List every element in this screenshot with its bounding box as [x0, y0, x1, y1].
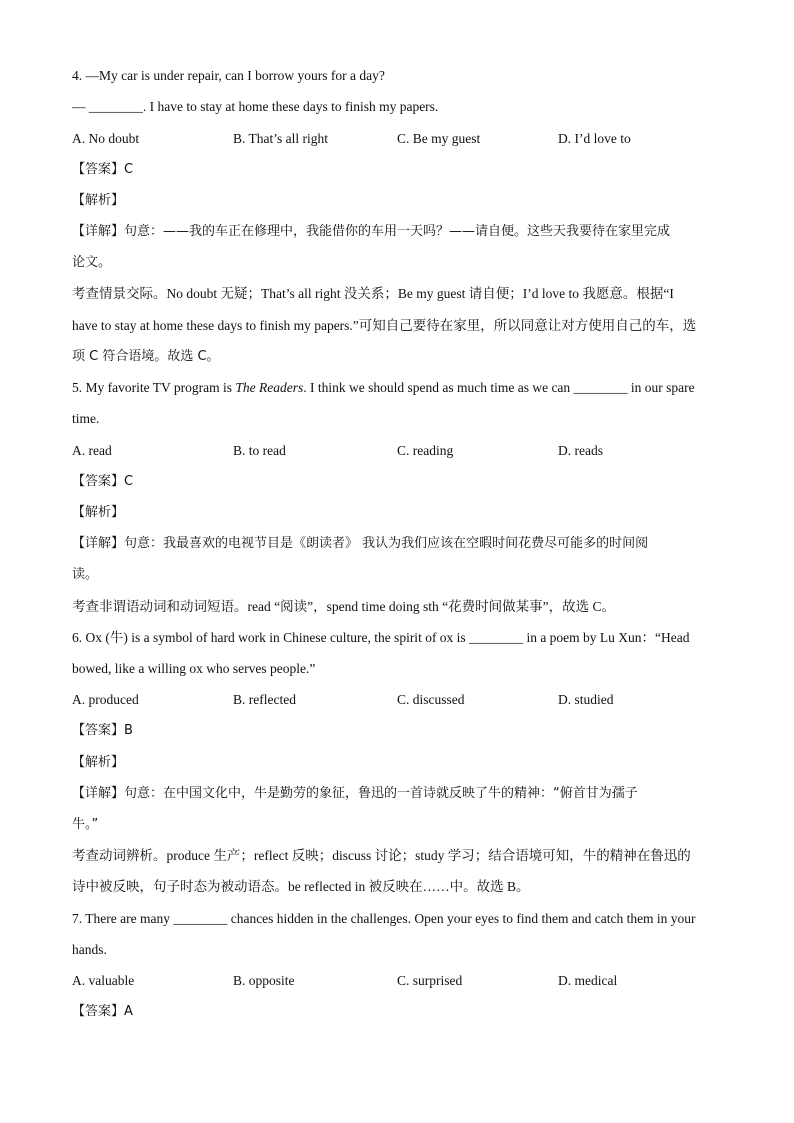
option-c: C. Be my guest: [397, 131, 481, 146]
question-4-answer: 【答案】C: [72, 162, 134, 177]
option-d: D. studied: [558, 692, 614, 707]
option-b: B. to read: [233, 443, 286, 458]
question-7-stem-line-1: 7. There are many ________ chances hidden in the challenges. Open your eyes to find them and catch them in your: [72, 911, 696, 926]
question-6-answer: 【答案】B: [72, 723, 133, 738]
question-4-detail-line-1: 【详解】句意：——我的车正在修理中，我能借你的车用一天吗？——请自便。这些天我要待在家里完成: [72, 224, 671, 239]
option-a: A. produced: [72, 692, 139, 707]
question-5-stem-line-1: [72, 378, 695, 398]
option-b: B. That’s all right: [233, 131, 328, 146]
question-4-explanation-line-2: have to stay at home these days to finish my papers.”可知自己要待在家里，所以同意让对方使用自己的车，选: [72, 318, 697, 333]
question-4-explanation-line-3: 项 C 符合语境。故选 C。: [72, 349, 220, 364]
question-7-options: [72, 971, 720, 991]
question-6-detail-line-2: 牛。”: [72, 817, 99, 832]
option-a: A. read: [72, 443, 112, 458]
question-6-detail-line-1: 【详解】句意：在中国文化中，牛是勤劳的象征，鲁迅的一首诗就反映了牛的精神：“俯首甘为孺子: [72, 786, 638, 801]
question-5-stem-line-2: time.: [72, 411, 100, 426]
program-title: The Readers: [235, 380, 304, 395]
question-5-stem-start: 5. My favorite TV program is: [72, 380, 236, 395]
option-a: A. valuable: [72, 973, 135, 988]
question-4-detail-line-2: 论文。: [72, 255, 112, 270]
option-d: D. reads: [558, 443, 603, 458]
question-6-analysis-label: 【解析】: [72, 755, 125, 770]
question-5-options: [72, 441, 720, 461]
question-7-stem-line-2: hands.: [72, 942, 107, 957]
option-a: A. No doubt: [72, 131, 140, 146]
question-5-answer: 【答案】C: [72, 474, 134, 489]
question-5-analysis-label: 【解析】: [72, 505, 125, 520]
question-4-explanation-line-1: 考查情景交际。No doubt 无疑；That’s all right 没关系；Be my guest 请自便；I’d love to 我愿意。根据“I: [72, 286, 674, 301]
question-5-detail-line-2: 读。: [72, 567, 99, 582]
question-4-options: [72, 129, 720, 149]
question-4-analysis-label: 【解析】: [72, 193, 125, 208]
option-d: D. I’d love to: [558, 131, 631, 146]
question-4-stem-line-2: — ________. I have to stay at home these days to finish my papers.: [72, 99, 439, 114]
question-7-answer: 【答案】A: [72, 1004, 133, 1019]
question-6-explanation-line-1: 考查动词辨析。produce 生产；reflect 反映；discuss 讨论；study 学习；结合语境可知，牛的精神在鲁迅的: [72, 848, 691, 863]
question-6-explanation-line-2: 诗中被反映，句子时态为被动语态。be reflected in 被反映在……中。故选 B。: [72, 879, 530, 894]
question-5-stem-end: . I think we should spend as much time as we can ________ in our spare: [303, 380, 695, 395]
question-5-explanation-line-1: 考查非谓语动词和动词短语。read “阅读”，spend time doing sth “花费时间做某事”，故选 C。: [72, 599, 615, 614]
option-d: D. medical: [558, 973, 618, 988]
question-6-stem-line-1: 6. Ox (牛) is a symbol of hard work in Chinese culture, the spirit of ox is ________ in a poem by Lu Xun：“Head: [72, 630, 690, 645]
question-5-detail-line-1: 【详解】句意：我最喜欢的电视节目是《朗读者》 我认为我们应该在空暇时间花费尽可能多的时间阅: [72, 536, 649, 551]
question-4-stem-line-1: 4. —My car is under repair, can I borrow yours for a day?: [72, 68, 385, 83]
option-c: C. discussed: [397, 692, 465, 707]
option-c: C. reading: [397, 443, 454, 458]
option-b: B. reflected: [233, 692, 296, 707]
option-b: B. opposite: [233, 973, 295, 988]
option-c: C. surprised: [397, 973, 463, 988]
question-6-stem-line-2: bowed, like a willing ox who serves people.”: [72, 661, 316, 676]
question-6-options: [72, 690, 720, 710]
